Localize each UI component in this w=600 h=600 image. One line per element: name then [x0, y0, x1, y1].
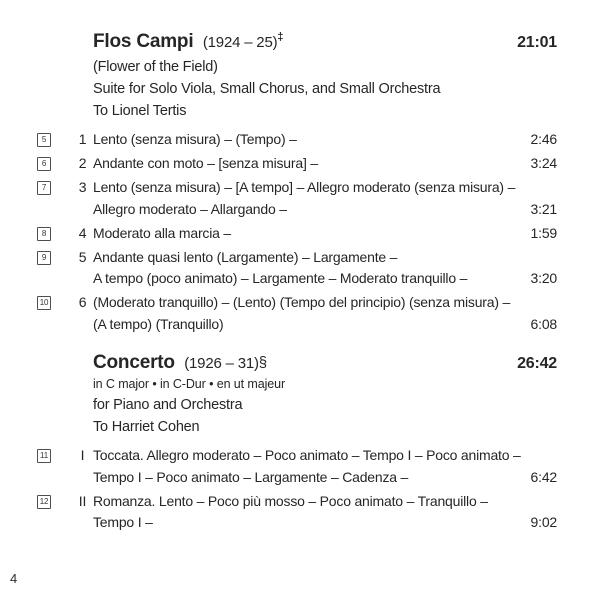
movement-title-line-2: Tempo I – Poco animato – Largamente – Cadenza – [93, 468, 409, 485]
movement-title: Moderato alla marcia – [93, 224, 231, 241]
track-row [37, 445, 557, 488]
track-duration: 6:08 [530, 315, 557, 332]
work-title: Concerto [93, 352, 175, 373]
track-duration: 3:21 [530, 200, 557, 217]
cd-track-number-box: 7 [37, 181, 51, 195]
movement-title-line-2: (A tempo) (Tranquillo) [93, 315, 224, 332]
cd-track-number-box: 10 [37, 296, 51, 310]
movement-title-line-1: Andante quasi lento (Largamente) – Largamente – [93, 248, 398, 265]
track-row [37, 292, 557, 335]
track-row [37, 153, 557, 175]
movement-number: I [80, 447, 85, 463]
tracklist-content [37, 30, 557, 536]
movement-title-line-1: Romanza. Lento – Poco più mosso – Poco animato – Tranquillo – [93, 492, 488, 509]
work-key-multilingual: in C major • in C-Dur • en ut majeur [93, 377, 286, 391]
work-section-flos-campi [37, 30, 557, 335]
work-title: Flos Campi [93, 31, 194, 52]
cd-track-number-box: 8 [37, 227, 51, 241]
track-row [37, 129, 557, 151]
footnote-symbol: § [258, 354, 268, 371]
track-duration: 9:02 [530, 514, 557, 530]
work-title-group [93, 30, 284, 56]
track-row [37, 491, 557, 534]
work-years: (1924 – 25) [202, 34, 278, 51]
track-list [37, 445, 557, 534]
work-duration: 21:01 [517, 34, 557, 51]
track-duration: 6:42 [530, 468, 557, 485]
movement-number: 1 [78, 131, 87, 147]
movement-title-line-2: Allegro moderato – Allargando – [93, 200, 287, 217]
movement-number: 4 [78, 224, 87, 241]
work-subtitle-translation: (Flower of the Field) [93, 59, 218, 75]
cd-track-number-box: 9 [37, 251, 51, 265]
movement-title-line-1: (Moderato tranquillo) – (Lento) (Tempo del principio) (senza misura) – [93, 294, 511, 310]
movement-title-line-2: A tempo (poco animato) – Largamente – Moderato tranquillo – [93, 270, 468, 286]
movement-number: 6 [78, 294, 87, 310]
work-header [93, 30, 557, 56]
work-years: (1926 – 31) [184, 355, 259, 372]
movement-number: 3 [78, 179, 87, 195]
track-row [37, 177, 557, 220]
track-duration: 3:20 [530, 270, 557, 286]
track-list [37, 129, 557, 335]
work-header [93, 351, 557, 375]
cd-track-number-box: 5 [37, 133, 51, 147]
work-section-concerto [37, 351, 557, 534]
track-duration: 2:46 [530, 131, 557, 147]
footnote-symbol: ‡ [277, 31, 284, 43]
track-duration: 3:24 [530, 155, 557, 171]
movement-title: Andante con moto – [senza misura] – [93, 155, 318, 171]
cd-track-number-box: 11 [37, 449, 51, 463]
track-row [37, 247, 557, 290]
movement-number: 5 [78, 248, 87, 265]
page-number: 4 [10, 571, 18, 586]
movement-title-line-2: Tempo I – [93, 514, 153, 530]
work-dedication: To Lionel Tertis [93, 103, 187, 119]
movement-title: Lento (senza misura) – (Tempo) – [93, 131, 297, 147]
movement-title-line-1: Lento (senza misura) – [A tempo] – Allegro moderato (senza misura) – [93, 179, 516, 195]
work-title-group [93, 351, 267, 375]
work-dedication: To Harriet Cohen [93, 419, 200, 435]
track-duration: 1:59 [530, 224, 557, 241]
work-subtitle-scoring: Suite for Solo Viola, Small Chorus, and Small Orchestra [93, 81, 441, 97]
movement-number: 2 [78, 155, 87, 171]
cd-track-number-box: 12 [37, 495, 51, 509]
movement-title-line-1: Toccata. Allegro moderato – Poco animato – Tempo I – Poco animato – [93, 447, 521, 463]
work-duration: 26:42 [517, 355, 557, 372]
work-subtitle-scoring: for Piano and Orchestra [93, 397, 243, 413]
cd-track-number-box: 6 [37, 157, 51, 171]
movement-number: II [78, 492, 87, 509]
track-row [37, 223, 557, 245]
